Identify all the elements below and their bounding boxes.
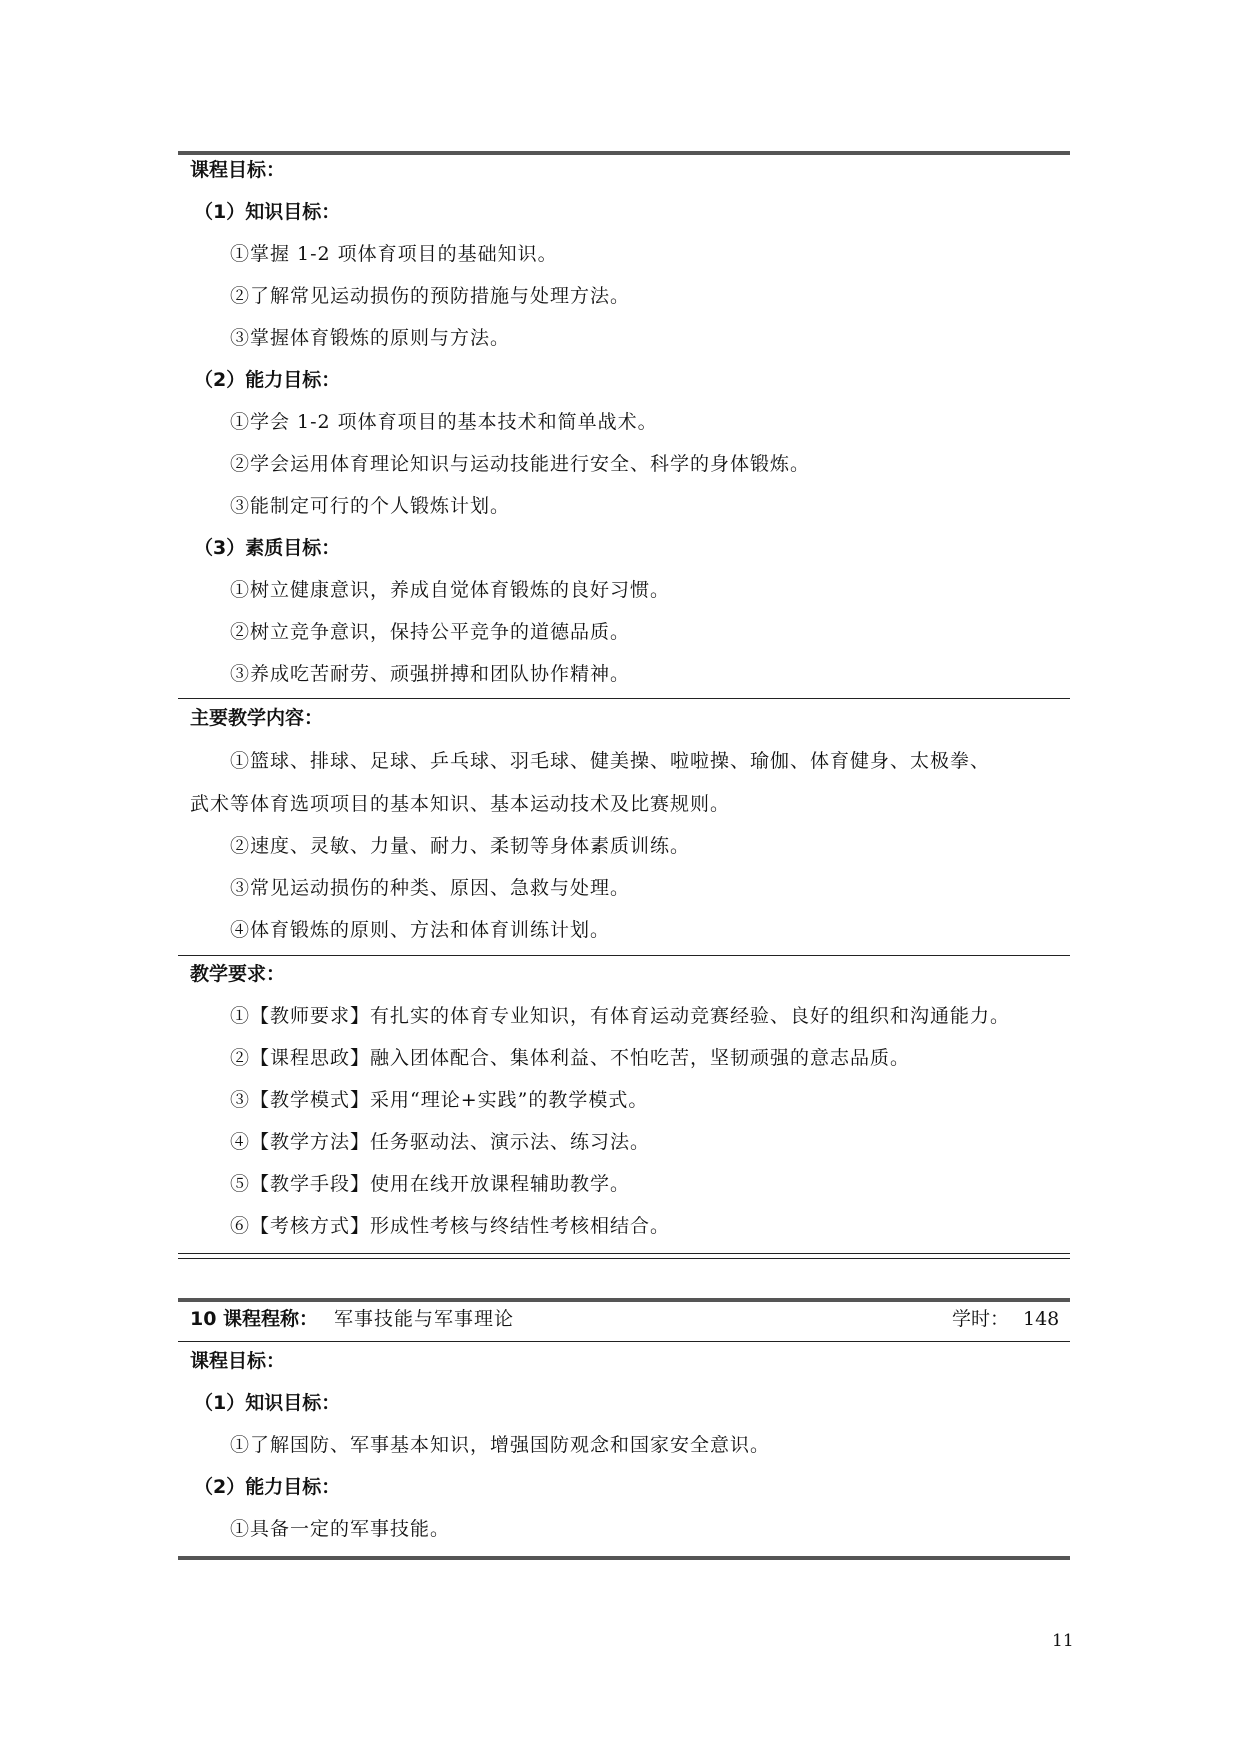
table-top-border [178,151,1070,155]
table-bottom-border [178,1556,1070,1560]
course-name-value: 军事技能与军事理论 [334,1308,515,1330]
requirement-item: ①【教师要求】有扎实的体育专业知识，有体育运动竞赛经验、良好的组织和沟通能力。 [230,1005,1011,1027]
knowledge-item: ③掌握体育锻炼的原则与方法。 [230,327,511,349]
section-divider [178,698,1070,699]
quality-item: ③养成吃苦耐劳、顽强拼搏和团队协作精神。 [230,663,631,685]
knowledge-item: ①掌握 1-2 项体育项目的基础知识。 [230,243,558,265]
requirement-item: ⑥【考核方式】形成性考核与终结性考核相结合。 [230,1215,671,1237]
knowledge-item: ②了解常见运动损伤的预防措施与处理方法。 [230,285,631,307]
requirement-item: ④【教学方法】任务驱动法、演示法、练习法。 [230,1131,651,1153]
ability-item: ②学会运用体育理论知识与运动技能进行安全、科学的身体锻炼。 [230,453,811,475]
hours-label: 学时： [952,1308,1010,1330]
content-item: ①篮球、排球、足球、乒乓球、羽毛球、健美操、啦啦操、瑜伽、体育健身、太极拳、 [230,750,991,772]
ability-goals-heading: （2）能力目标： [194,369,341,391]
requirement-item: ⑤【教学手段】使用在线开放课程辅助教学。 [230,1173,631,1195]
course-goals-heading: 课程目标： [190,159,286,181]
course-goals-heading: 课程目标： [190,1350,286,1372]
knowledge-item: ①了解国防、军事基本知识，增强国防观念和国家安全意识。 [230,1434,771,1456]
content-item: ②速度、灵敏、力量、耐力、柔韧等身体素质训练。 [230,835,691,857]
requirement-item: ②【课程思政】融入团体配合、集体利益、不怕吃苦，坚韧顽强的意志品质。 [230,1047,911,1069]
ability-item: ③能制定可行的个人锻炼计划。 [230,495,511,517]
knowledge-goals-heading: （1）知识目标： [194,201,341,223]
quality-item: ①树立健康意识，养成自觉体育锻炼的良好习惯。 [230,579,671,601]
section-divider [178,1341,1070,1342]
quality-goals-heading: （3）素质目标： [194,537,341,559]
ability-goals-heading: （2）能力目标： [194,1476,341,1498]
content-item-continuation: 武术等体育选项项目的基本知识、基本运动技术及比赛规则。 [190,793,731,815]
content-item: ③常见运动损伤的种类、原因、急救与处理。 [230,877,631,899]
ability-item: ①学会 1-2 项体育项目的基本技术和简单战术。 [230,411,658,433]
table-top-border [178,1298,1070,1302]
teaching-requirements-heading: 教学要求： [190,963,286,985]
hours-value: 148 [1023,1308,1060,1330]
teaching-content-heading: 主要教学内容： [190,707,324,729]
page-number: 11 [1052,1631,1074,1651]
course-name-label: 10 课程程称： [190,1308,319,1330]
quality-item: ②树立竞争意识，保持公平竞争的道德品质。 [230,621,631,643]
ability-item: ①具备一定的军事技能。 [230,1518,451,1540]
table-bottom-border [178,1253,1070,1259]
requirement-item: ③【教学模式】采用“理论+实践”的教学模式。 [230,1089,649,1111]
knowledge-goals-heading: （1）知识目标： [194,1392,341,1414]
content-item: ④体育锻炼的原则、方法和体育训练计划。 [230,919,611,941]
section-divider [178,955,1070,956]
